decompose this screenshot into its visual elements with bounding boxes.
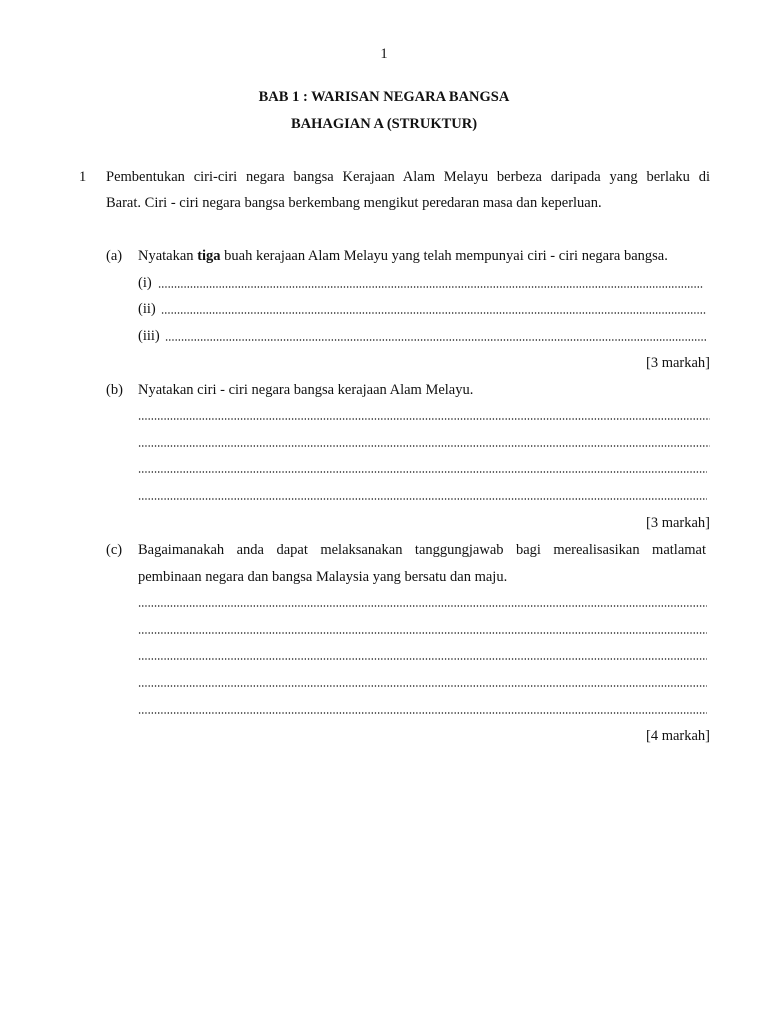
part-a-text-bold: tiga <box>197 248 221 264</box>
part-a-label: (a) <box>106 248 123 264</box>
part-a-text-after: buah kerajaan Alam Melayu yang telah mempunyai ciri - ciri negara bangsa. <box>220 248 668 264</box>
part-c-marks: [4 markah] <box>645 728 710 744</box>
question-number: 1 <box>79 169 87 185</box>
part-a-item-i-answer-line[interactable] <box>158 286 704 288</box>
part-c-label: (c) <box>106 542 123 558</box>
part-a-item-i-label: (i) <box>138 275 152 291</box>
part-a-text-before: Nyatakan <box>138 248 198 264</box>
part-c-question-line-2: pembinaan negara dan bangsa Malaysia yang bersatu dan maju. <box>138 569 508 585</box>
part-b-answer-line-2[interactable] <box>138 445 710 447</box>
part-a-item-iii-label: (iii) <box>138 328 160 344</box>
section-title: BAHAGIAN A (STRUKTUR) <box>290 116 478 132</box>
part-c-answer-line-1[interactable] <box>138 605 707 607</box>
question-intro-line-2: Barat. Ciri - ciri negara bangsa berkembang mengikut peredaran masa dan keperluan. <box>106 195 602 211</box>
part-c-answer-line-4[interactable] <box>138 685 707 687</box>
page-number: 1 <box>380 46 388 62</box>
part-c-answer-line-5[interactable] <box>138 712 707 714</box>
part-b-label: (b) <box>106 382 123 398</box>
part-b-answer-line-1[interactable] <box>138 418 710 420</box>
part-c-answer-line-2[interactable] <box>138 632 707 634</box>
part-a-item-iii-answer-line[interactable] <box>165 339 707 341</box>
part-a-item-ii-label: (ii) <box>138 301 156 317</box>
part-b-question: Nyatakan ciri - ciri negara bangsa kerajaan Alam Melayu. <box>138 382 474 398</box>
part-b-answer-line-3[interactable] <box>138 471 707 473</box>
part-b-marks: [3 markah] <box>645 515 710 531</box>
part-c-question-line-1: Bagaimanakah anda dapat melaksanakan tanggungjawab bagi merealisasikan matlamat <box>138 542 706 558</box>
part-a-marks: [3 markah] <box>645 355 710 371</box>
part-c-answer-line-3[interactable] <box>138 658 707 660</box>
question-intro-line-1: Pembentukan ciri-ciri negara bangsa Kerajaan Alam Melayu berbeza daripada yang berlaku di <box>106 169 710 185</box>
part-a-item-ii-answer-line[interactable] <box>161 312 707 314</box>
part-b-answer-line-4[interactable] <box>138 498 707 500</box>
part-a-question <box>138 249 668 264</box>
chapter-title: BAB 1 : WARISAN NEGARA BANGSA <box>258 89 510 105</box>
